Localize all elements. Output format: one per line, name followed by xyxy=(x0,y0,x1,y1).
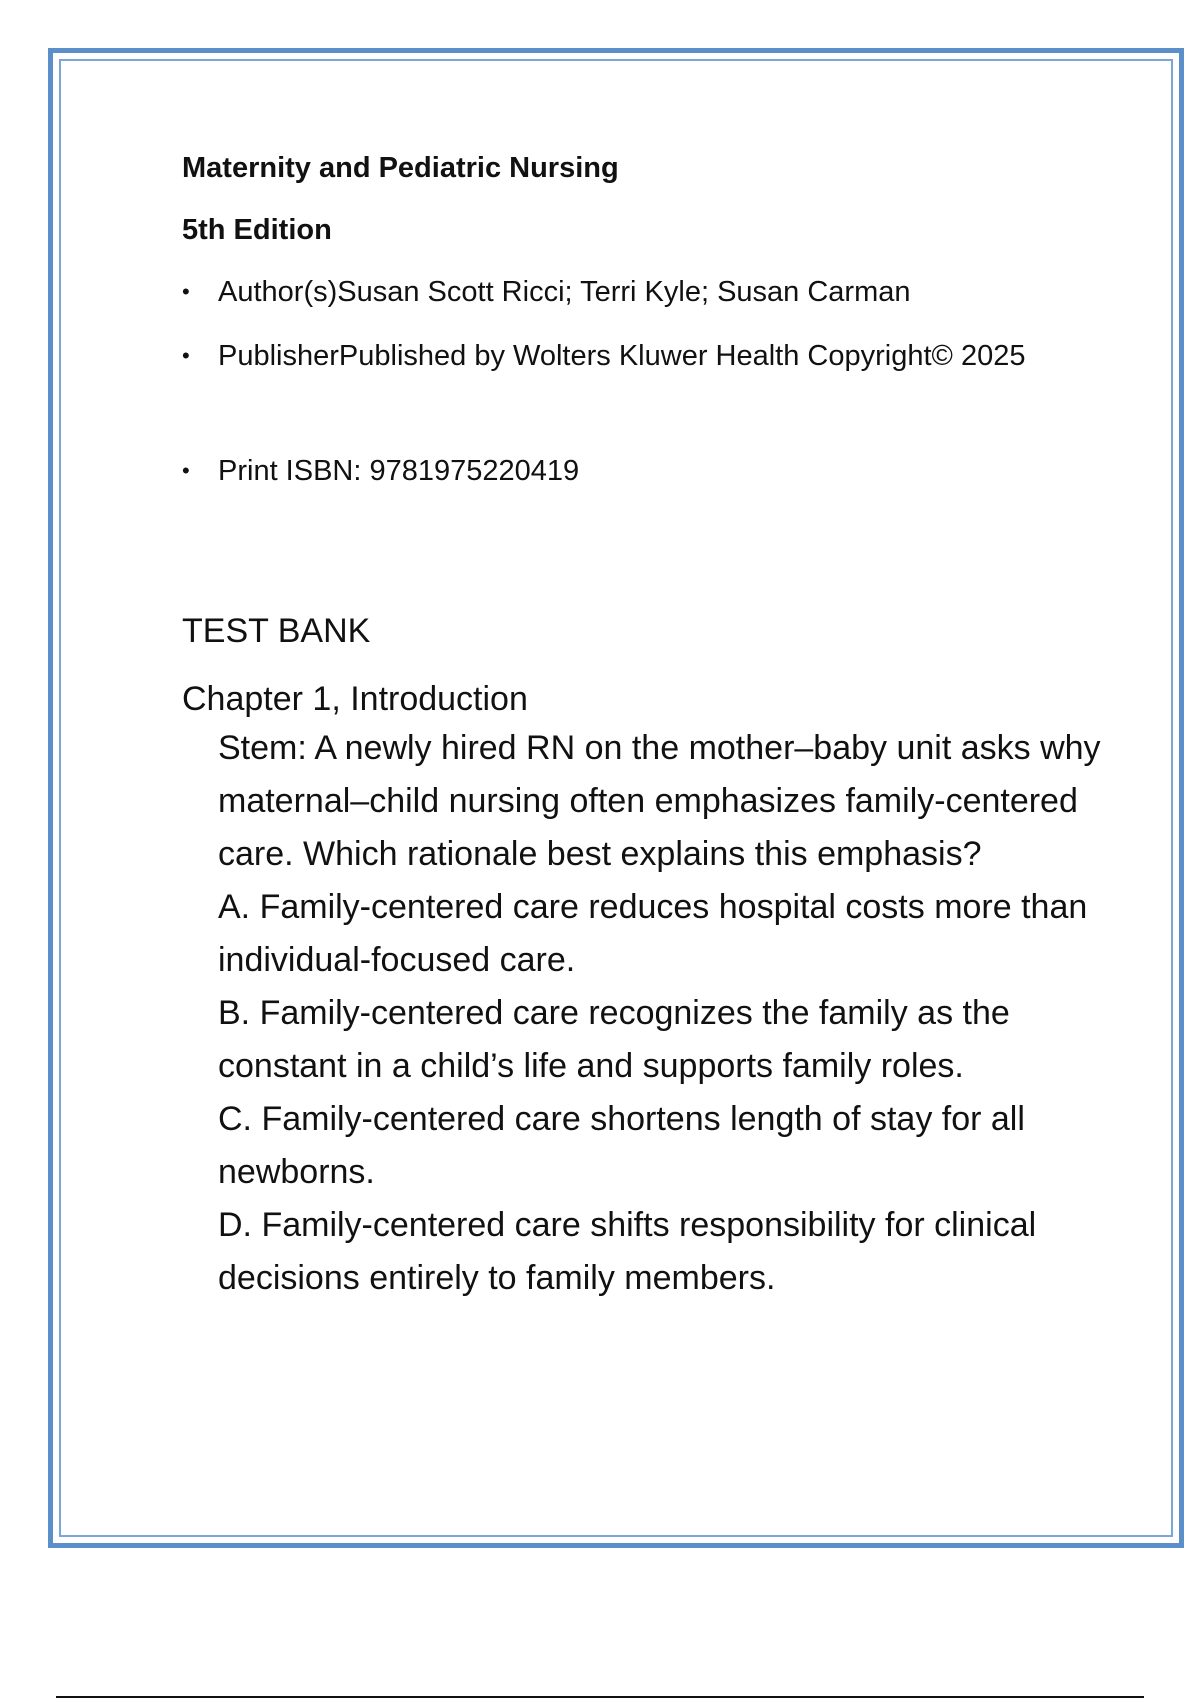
question-stem: Stem: A newly hired RN on the mother–baby unit asks why maternal–child nursing often emphasizes family-centered care. Which rationale best explains this emphasis? xyxy=(218,729,1101,873)
document-body xyxy=(182,148,1112,1305)
publisher-text: PublisherPublished by Wolters Kluwer Health Copyright© 2025 xyxy=(218,340,1026,372)
answer-option-a: A. Family-centered care reduces hospital costs more than individual-focused care. xyxy=(218,888,1088,979)
book-metadata-list xyxy=(182,272,1112,491)
bullet-icon: • xyxy=(182,279,190,304)
answer-option-c: C. Family-centered care shortens length of stay for all newborns. xyxy=(218,1100,1025,1191)
isbn-text: Print ISBN: 9781975220419 xyxy=(218,455,580,487)
book-edition: 5th Edition xyxy=(182,214,332,246)
answer-option-d: D. Family-centered care shifts responsibility for clinical decisions entirely to family members. xyxy=(218,1206,1037,1297)
footer-divider xyxy=(56,1696,1144,1698)
bullet-icon: • xyxy=(182,343,190,368)
section-heading: TEST BANK xyxy=(182,612,371,650)
bullet-icon: • xyxy=(182,458,190,483)
answer-option-b: B. Family-centered care recognizes the family as the constant in a child’s life and supports family roles. xyxy=(218,994,1010,1085)
list-item-authors xyxy=(182,272,1112,312)
list-item-isbn xyxy=(182,451,1112,491)
list-item-publisher xyxy=(182,336,1112,376)
authors-text: Author(s)Susan Scott Ricci; Terri Kyle; Susan Carman xyxy=(218,276,911,308)
question-block xyxy=(182,722,1112,1305)
book-title: Maternity and Pediatric Nursing xyxy=(182,152,619,184)
chapter-heading: Chapter 1, Introduction xyxy=(182,680,528,718)
